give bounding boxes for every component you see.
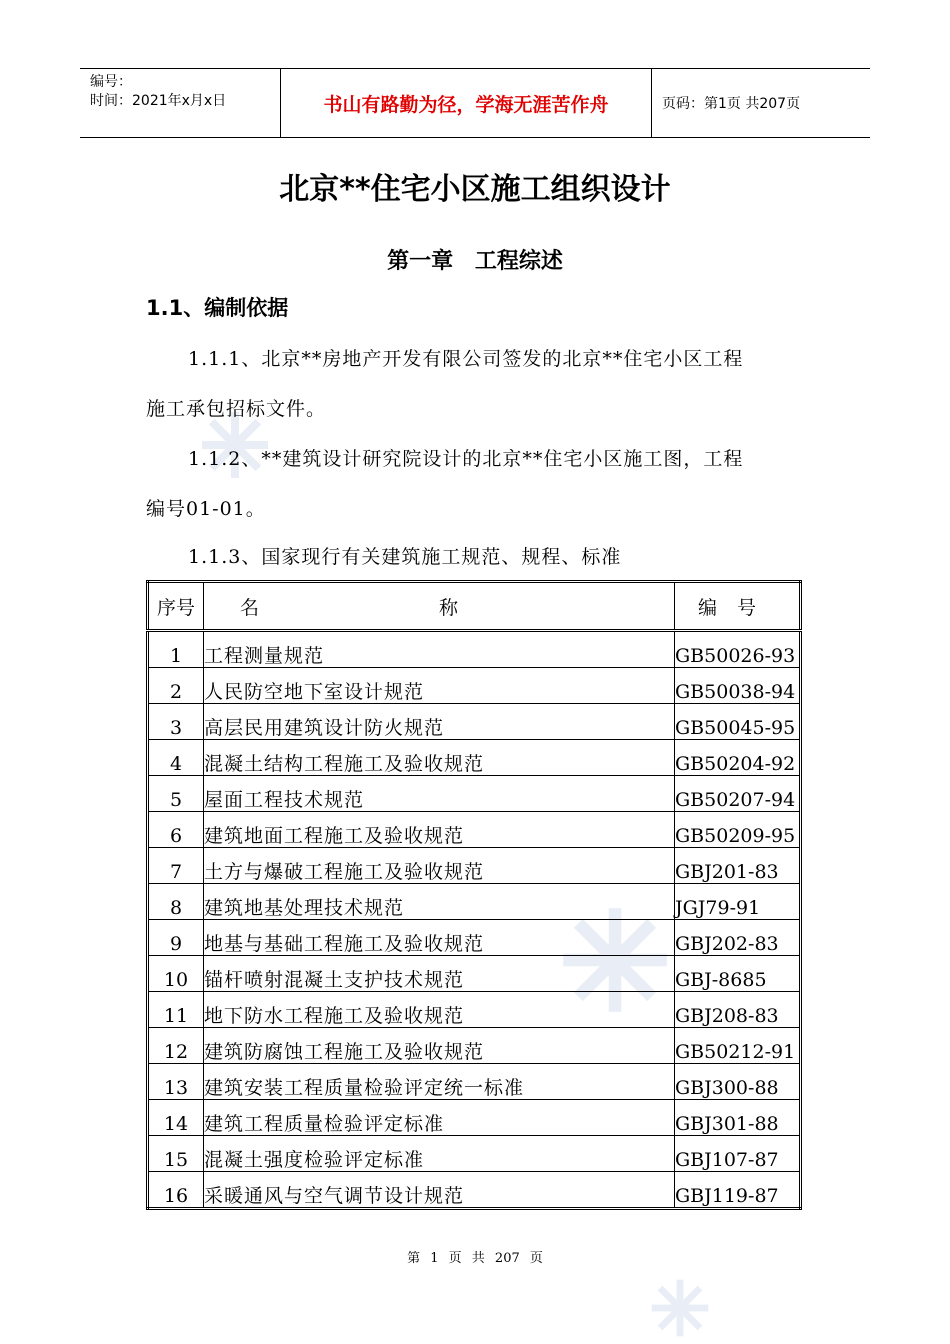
cell-name: 采暖通风与空气调节设计规范 [204, 1172, 675, 1209]
table-row [148, 1064, 801, 1100]
table-row [148, 920, 801, 956]
header-motto: 书山有路勤为径，学海无涯苦作舟 [280, 69, 652, 137]
watermark-snowflake-icon [650, 1278, 710, 1338]
header-name: 名称 [204, 582, 675, 631]
cell-num: 7 [148, 848, 204, 884]
paragraph-2 [146, 434, 810, 534]
document-title: 北京**住宅小区施工组织设计 [279, 172, 671, 207]
page-footer: 第 1 页 共 207 页 [407, 1251, 543, 1266]
cell-code: GBJ300-88 [675, 1064, 801, 1100]
paragraph-2-line-1: 1.1.2、**建筑设计研究院设计的北京**住宅小区施工图，工程 [188, 448, 744, 470]
cell-code: GBJ202-83 [675, 920, 801, 956]
section-heading: 1.1、编制依据 [146, 296, 289, 320]
cell-num: 1 [148, 631, 204, 668]
cell-name: 地基与基础工程施工及验收规范 [204, 920, 675, 956]
cell-num: 4 [148, 740, 204, 776]
table-row [148, 812, 801, 848]
cell-name: 建筑地面工程施工及验收规范 [204, 812, 675, 848]
cell-num: 12 [148, 1028, 204, 1064]
table-row [148, 1100, 801, 1136]
cell-num: 11 [148, 992, 204, 1028]
cell-code: GB50045-95 [675, 704, 801, 740]
cell-num: 2 [148, 668, 204, 704]
table-header-row [148, 582, 801, 631]
paragraph-3 [146, 532, 810, 582]
cell-name: 人民防空地下室设计规范 [204, 668, 675, 704]
table-row [148, 776, 801, 812]
paragraph-1 [146, 334, 810, 434]
cell-name: 土方与爆破工程施工及验收规范 [204, 848, 675, 884]
cell-name: 高层民用建筑设计防火规范 [204, 704, 675, 740]
cell-num: 16 [148, 1172, 204, 1209]
paragraph-2-line-2: 编号01-01。 [146, 498, 266, 520]
cell-num: 3 [148, 704, 204, 740]
cell-code: GBJ201-83 [675, 848, 801, 884]
cell-name: 建筑地基处理技术规范 [204, 884, 675, 920]
cell-num: 8 [148, 884, 204, 920]
cell-name: 锚杆喷射混凝土支护技术规范 [204, 956, 675, 992]
table-row [148, 848, 801, 884]
table-row [148, 740, 801, 776]
cell-name: 地下防水工程施工及验收规范 [204, 992, 675, 1028]
cell-name: 建筑防腐蚀工程施工及验收规范 [204, 1028, 675, 1064]
cell-code: GB50026-93 [675, 631, 801, 668]
cell-code: GBJ107-87 [675, 1136, 801, 1172]
header-code: 编号 [675, 582, 801, 631]
table-row [148, 884, 801, 920]
table-row [148, 668, 801, 704]
cell-name: 屋面工程技术规范 [204, 776, 675, 812]
chapter-heading: 第一章 工程综述 [387, 249, 563, 274]
cell-num: 10 [148, 956, 204, 992]
header-num: 序号 [148, 582, 204, 631]
table-row [148, 1136, 801, 1172]
table-row [148, 1172, 801, 1209]
cell-name: 工程测量规范 [204, 631, 675, 668]
table-row [148, 992, 801, 1028]
table-row [148, 1028, 801, 1064]
page-header [80, 68, 870, 138]
cell-num: 6 [148, 812, 204, 848]
cell-code: GB50209-95 [675, 812, 801, 848]
cell-name: 混凝土强度检验评定标准 [204, 1136, 675, 1172]
cell-code: GBJ-8685 [675, 956, 801, 992]
cell-code: GBJ208-83 [675, 992, 801, 1028]
cell-code: GBJ301-88 [675, 1100, 801, 1136]
cell-code: GB50038-94 [675, 668, 801, 704]
cell-num: 14 [148, 1100, 204, 1136]
table-row [148, 631, 801, 668]
standards-table [146, 580, 802, 1210]
cell-code: JGJ79-91 [675, 884, 801, 920]
doc-number-label: 编号： [90, 74, 132, 90]
table-row [148, 956, 801, 992]
paragraph-3-text: 1.1.3、国家现行有关建筑施工规范、规程、标准 [188, 546, 622, 568]
header-page-info: 页码：第1页 共207页 [662, 96, 801, 112]
header-meta [80, 69, 280, 137]
paragraph-1-line-1: 1.1.1、北京**房地产开发有限公司签发的北京**住宅小区工程 [188, 348, 744, 370]
time-label: 时间：2021年x月x日 [90, 93, 227, 109]
cell-name: 混凝土结构工程施工及验收规范 [204, 740, 675, 776]
cell-num: 5 [148, 776, 204, 812]
cell-name: 建筑安装工程质量检验评定统一标准 [204, 1064, 675, 1100]
cell-num: 15 [148, 1136, 204, 1172]
cell-num: 13 [148, 1064, 204, 1100]
cell-code: GB50207-94 [675, 776, 801, 812]
cell-num: 9 [148, 920, 204, 956]
cell-code: GB50204-92 [675, 740, 801, 776]
cell-name: 建筑工程质量检验评定标准 [204, 1100, 675, 1136]
table-row [148, 704, 801, 740]
cell-code: GB50212-91 [675, 1028, 801, 1064]
cell-code: GBJ119-87 [675, 1172, 801, 1209]
paragraph-1-line-2: 施工承包招标文件。 [146, 398, 327, 420]
